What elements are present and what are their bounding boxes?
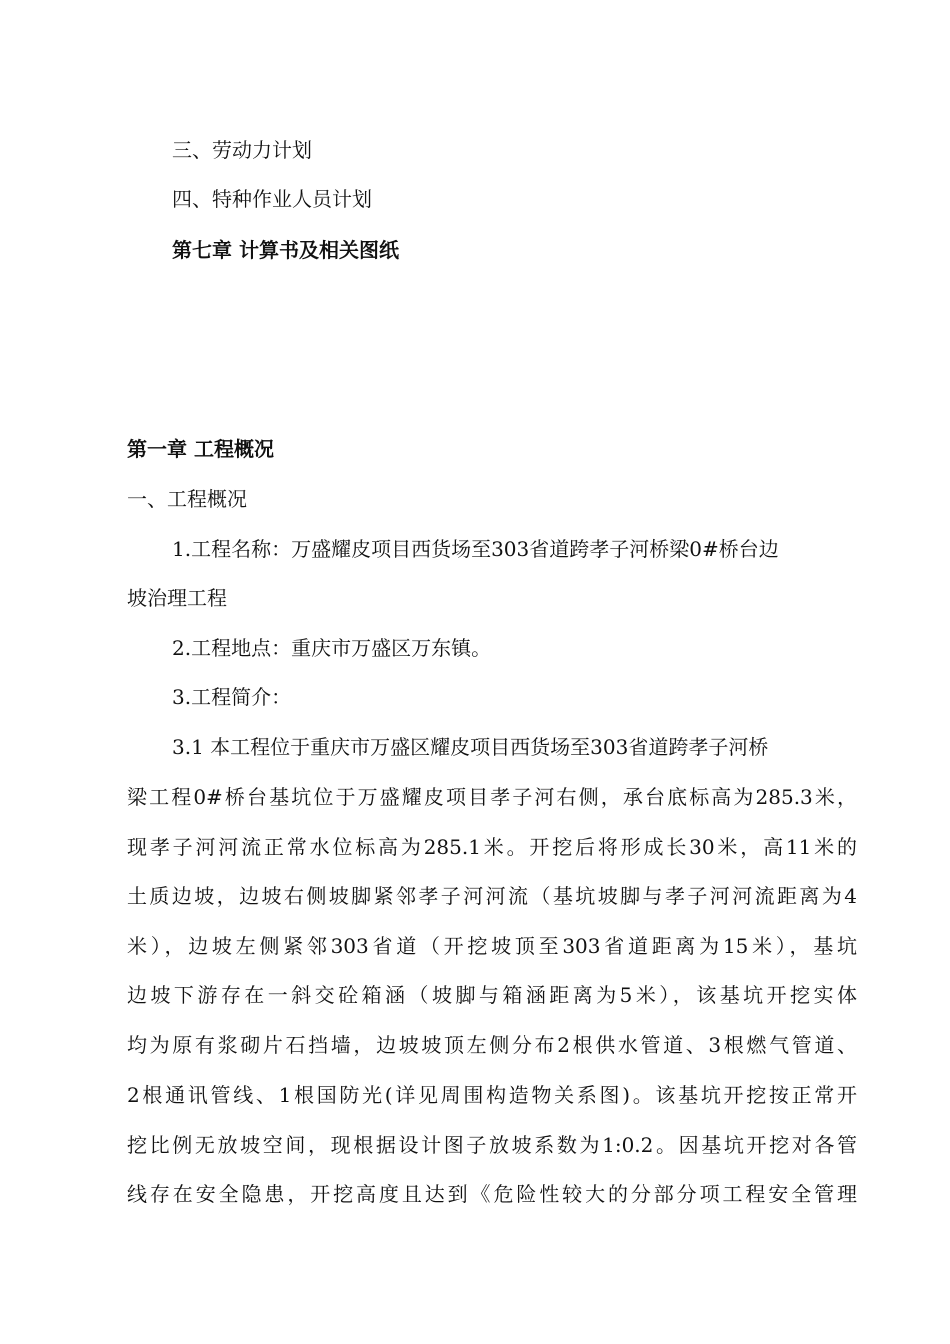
paragraph-line: 线存在安全隐患，开挖高度且达到《危险性较大的分部分项工程安全管理 bbox=[127, 1182, 857, 1206]
project-intro-heading: 3.工程简介： bbox=[172, 685, 292, 709]
paragraph-line: 2根通讯管线、1根国防光(详见周围构造物关系图)。该基坑开挖按正常开 bbox=[127, 1083, 857, 1107]
toc-item-labor-plan: 三、劳动力计划 bbox=[172, 138, 312, 162]
paragraph-line: 挖比例无放坡空间，现根据设计图子放坡系数为1:0.2。因基坑开挖对各管 bbox=[127, 1133, 857, 1157]
toc-item-special-personnel-plan: 四、特种作业人员计划 bbox=[172, 187, 372, 211]
project-name-line-1: 1.工程名称：万盛耀皮项目西货场至303省道跨孝子河桥梁0#桥台边 bbox=[172, 537, 779, 561]
section-1-title: 一、工程概况 bbox=[127, 487, 247, 511]
project-location: 2.工程地点：重庆市万盛区万东镇。 bbox=[172, 636, 492, 660]
toc-chapter-7: 第七章 计算书及相关图纸 bbox=[172, 238, 399, 262]
chapter-1-title: 第一章 工程概况 bbox=[127, 437, 274, 461]
paragraph-line: 边坡下游存在一斜交砼箱涵（坡脚与箱涵距离为5米），该基坑开挖实体 bbox=[127, 983, 857, 1007]
project-name-line-2: 坡治理工程 bbox=[127, 586, 227, 610]
paragraph-line: 梁工程0#桥台基坑位于万盛耀皮项目孝子河右侧，承台底标高为285.3米， bbox=[127, 785, 857, 809]
paragraph-line: 米），边坡左侧紧邻303省道（开挖坡顶至303省道距离为15米），基坑 bbox=[127, 934, 857, 958]
paragraph-line: 均为原有浆砌片石挡墙，边坡坡顶左侧分布2根供水管道、3根燃气管道、 bbox=[127, 1033, 857, 1057]
paragraph-line: 土质边坡，边坡右侧坡脚紧邻孝子河河流（基坑坡脚与孝子河河流距离为4 bbox=[127, 884, 857, 908]
paragraph-line: 3.1 本工程位于重庆市万盛区耀皮项目西货场至303省道跨孝子河桥 bbox=[172, 735, 769, 759]
paragraph-line: 现孝子河河流正常水位标高为285.1米。开挖后将形成长30米，高11米的 bbox=[127, 835, 857, 859]
